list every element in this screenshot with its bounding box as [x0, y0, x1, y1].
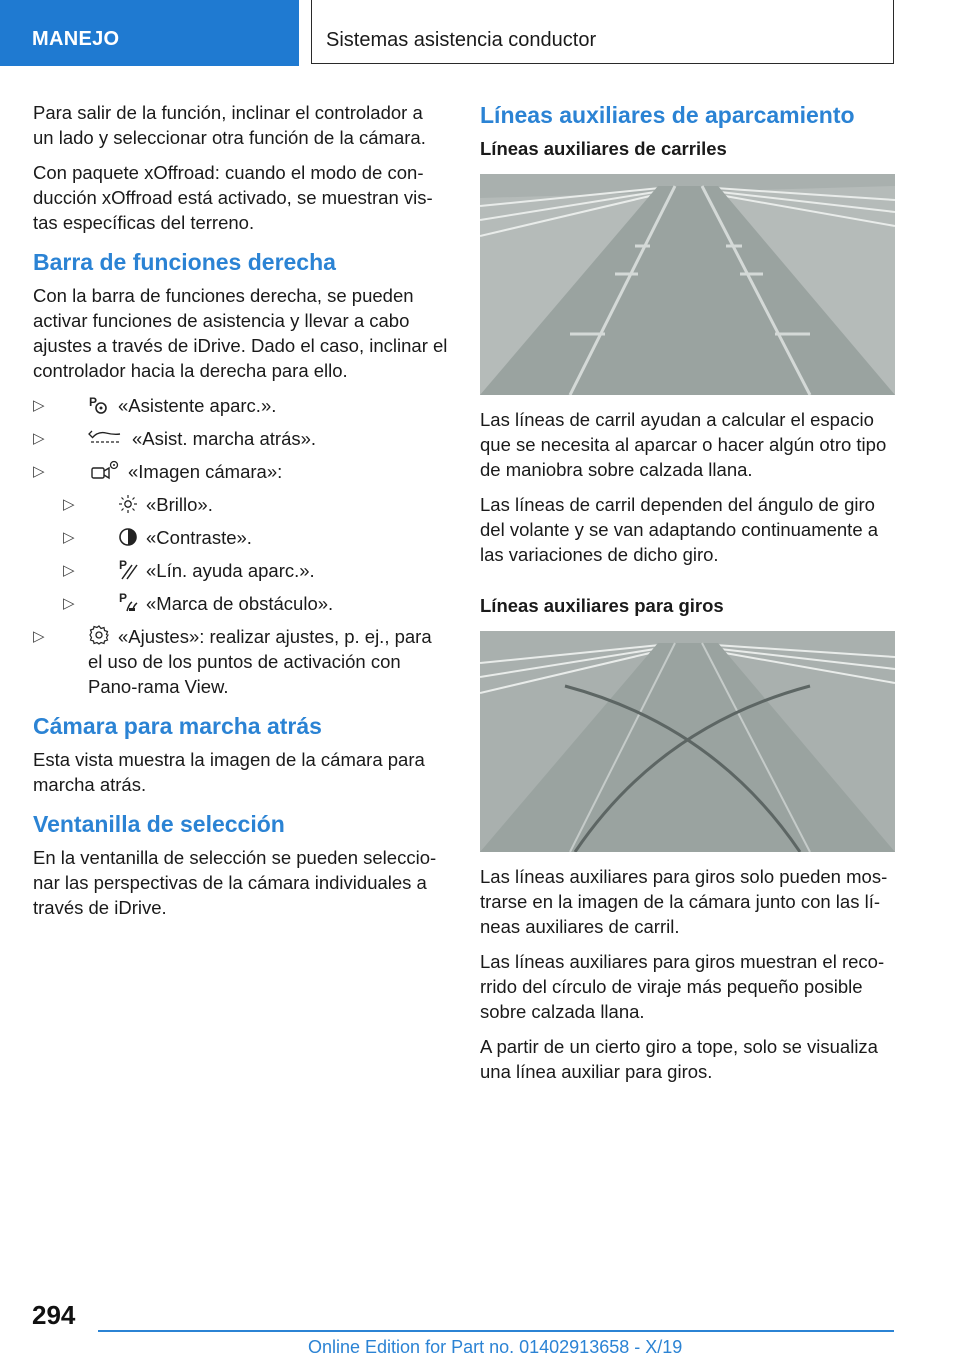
- bullet-triangle-icon: ▷: [33, 430, 45, 447]
- item-label: «Ajustes»: realizar ajustes, p. ej., para el uso de los puntos de activación con Pano‐rama View.: [88, 626, 432, 697]
- list-item: [33, 492, 448, 517]
- item-label: «Asistente aparc.».: [118, 395, 277, 416]
- paragraph: Con paquete xOffroad: cuando el modo de con‐ducción xOffroad está activado, se muestran vis‐tas específicas del terreno.: [33, 162, 433, 233]
- parking-lines-icon: [118, 558, 138, 580]
- section-tab: [0, 0, 299, 66]
- camera-image-icon: [88, 459, 120, 481]
- paragraph: Con la barra de funciones derecha, se pueden activar funciones de asistencia y llevar a cabo ajustes a través de iDrive. Dado el caso, inclinar el controlador hacia la derecha para ello.: [33, 285, 448, 381]
- chapter-title: Sistemas asistencia conductor: [326, 29, 597, 51]
- heading-rear-camera: Cámara para marcha atrás: [33, 713, 322, 739]
- list-item: [33, 558, 448, 583]
- item-label: «Brillo».: [146, 494, 213, 515]
- section-label: MANEJO: [32, 28, 120, 50]
- item-label: «Marca de obstáculo».: [146, 593, 334, 614]
- svg-text:P: P: [119, 591, 128, 605]
- brightness-icon: [118, 494, 138, 514]
- bullet-triangle-icon: ▷: [63, 595, 75, 612]
- obstacle-marking-icon: [118, 591, 138, 613]
- bullet-triangle-icon: ▷: [33, 397, 45, 414]
- paragraph: Las líneas de carril ayudan a calcular el espacio que se necesita al aparcar o hacer algún otro tipo de maniobra sobre calzada llana.: [480, 409, 887, 480]
- turn-lines-illustration: [480, 631, 895, 852]
- paragraph: Las líneas auxiliares para giros solo pueden mos‐trarse en la imagen de la cámara junto con las lí‐neas auxiliares de carril.: [480, 866, 888, 937]
- footer-edition: Online Edition for Part no. 01402913658 - X/19: [308, 1337, 683, 1357]
- paragraph: Para salir de la función, inclinar el controlador a un lado y seleccionar otra función de la cámara.: [33, 102, 426, 148]
- paragraph: Las líneas auxiliares para giros muestran el reco‐rrido del círculo de viraje más pequeño posible sobre calzada llana.: [480, 951, 885, 1022]
- bullet-triangle-icon: ▷: [63, 529, 75, 546]
- list-item: [33, 525, 448, 550]
- item-label: «Imagen cámara»:: [128, 461, 283, 482]
- parking-assistant-icon: [88, 395, 110, 415]
- heading-parking-aid-lines: Líneas auxiliares de aparcamiento: [480, 102, 855, 128]
- bullet-triangle-icon: ▷: [33, 628, 45, 645]
- item-label: «Lín. ayuda aparc.».: [146, 560, 315, 581]
- list-item: [33, 459, 448, 484]
- paragraph: A partir de un cierto giro a tope, solo se visualiza una línea auxiliar para giros.: [480, 1036, 878, 1082]
- paragraph: Las líneas de carril dependen del ángulo de giro del volante y se van adaptando continuamente a las variaciones de dicho giro.: [480, 494, 879, 565]
- subheading-lane-lines: Líneas auxiliares de carriles: [480, 138, 727, 159]
- heading-right-function-bar: Barra de funciones derecha: [33, 249, 336, 275]
- svg-text:P: P: [89, 395, 98, 409]
- item-label: «Contraste».: [146, 527, 252, 548]
- left-column: [33, 100, 448, 930]
- right-column: [480, 100, 900, 1094]
- svg-text:P: P: [119, 558, 128, 572]
- list-item: [33, 393, 448, 418]
- page-number: 294: [32, 1300, 76, 1330]
- heading-selection-window: Ventanilla de selección: [33, 811, 285, 837]
- bullet-triangle-icon: ▷: [63, 562, 75, 579]
- reversing-assistant-icon: [88, 428, 124, 448]
- settings-gear-icon: [88, 624, 110, 646]
- footer-rule: [98, 1330, 894, 1332]
- subheading-turn-lines: Líneas auxiliares para giros: [480, 595, 724, 616]
- list-item: [33, 591, 448, 616]
- chapter-header: [311, 0, 894, 64]
- lane-lines-illustration: [480, 174, 895, 395]
- list-item: [33, 624, 448, 699]
- bullet-triangle-icon: ▷: [33, 463, 45, 480]
- contrast-icon: [118, 527, 138, 547]
- bullet-triangle-icon: ▷: [63, 496, 75, 513]
- item-label: «Asist. marcha atrás».: [132, 428, 317, 449]
- paragraph: Esta vista muestra la imagen de la cámara para marcha atrás.: [33, 749, 425, 795]
- paragraph: En la ventanilla de selección se pueden seleccio‐nar las perspectivas de la cámara individuales a través de iDrive.: [33, 847, 437, 918]
- list-item: [33, 426, 448, 451]
